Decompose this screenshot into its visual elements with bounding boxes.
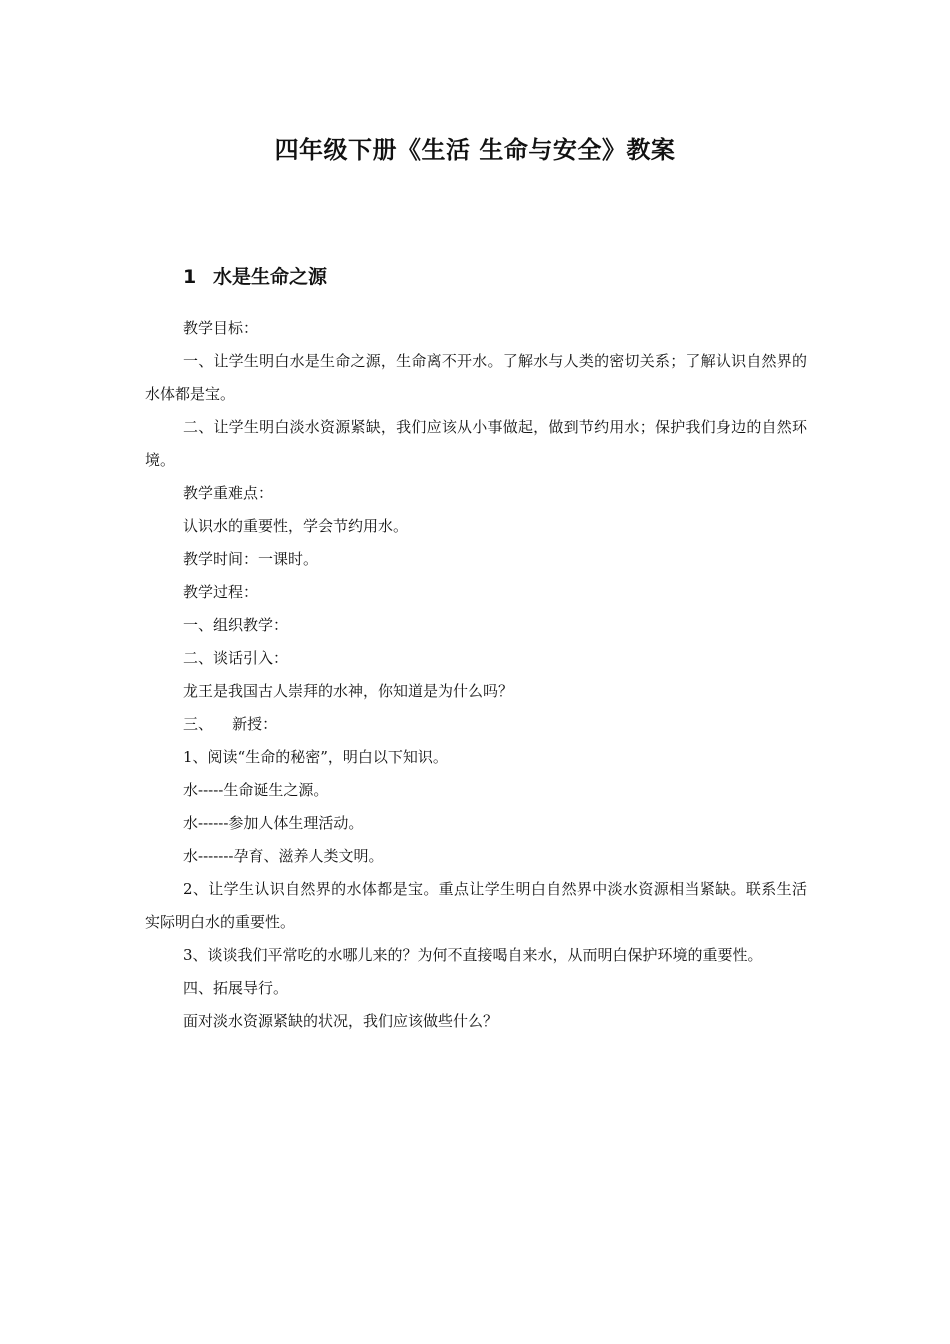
reading-item-one: 1、阅读“生命的秘密”，明白以下知识。 [183, 748, 448, 766]
section-title: 水是生命之源 [213, 266, 328, 288]
water-fact-three: 水-------孕育、滋养人类文明。 [183, 847, 384, 865]
closing-question: 面对淡水资源紧缺的状况，我们应该做些什么？ [183, 1012, 499, 1030]
goal-one-paragraph: 一、让学生明白水是生命之源，生命离不开水。了解水与人类的密切关系；了解认识自然界的水体都是宝。 [145, 352, 807, 403]
dragon-king-question: 龙王是我国古人崇拜的水神，你知道是为什么吗？ [183, 682, 514, 700]
goal-two-paragraph: 二、让学生明白淡水资源紧缺，我们应该从小事做起，做到节约用水；保护我们身边的自然环境。 [145, 418, 807, 469]
key-points-label: 教学重难点： [183, 484, 274, 502]
process-step-four: 四、拓展导行。 [183, 979, 289, 997]
teaching-goals-label: 教学目标： [183, 319, 259, 337]
process-step-three: 三、 新授： [183, 715, 278, 733]
water-fact-one: 水-----生命诞生之源。 [183, 781, 329, 799]
document-body [145, 312, 807, 1038]
section-heading [183, 262, 327, 292]
teaching-process-label: 教学过程： [183, 583, 259, 601]
item-three-paragraph: 3、谈谈我们平常吃的水哪儿来的？为何不直接喝自来水，从而明白保护环境的重要性。 [183, 946, 763, 964]
process-step-two: 二、谈话引入： [183, 649, 289, 667]
section-number: 1 [183, 266, 197, 288]
document-title: 四年级下册《生活 生命与安全》教案 [274, 136, 676, 164]
item-two-paragraph: 2、让学生认识自然界的水体都是宝。重点让学生明白自然界中淡水资源相当紧缺。联系生活实际明白水的重要性。 [145, 880, 807, 931]
process-step-one: 一、组织教学： [183, 616, 289, 634]
teaching-time-paragraph: 教学时间：一课时。 [183, 550, 319, 568]
water-fact-two: 水------参加人体生理活动。 [183, 814, 364, 832]
key-points-paragraph: 认识水的重要性，学会节约用水。 [183, 517, 409, 535]
